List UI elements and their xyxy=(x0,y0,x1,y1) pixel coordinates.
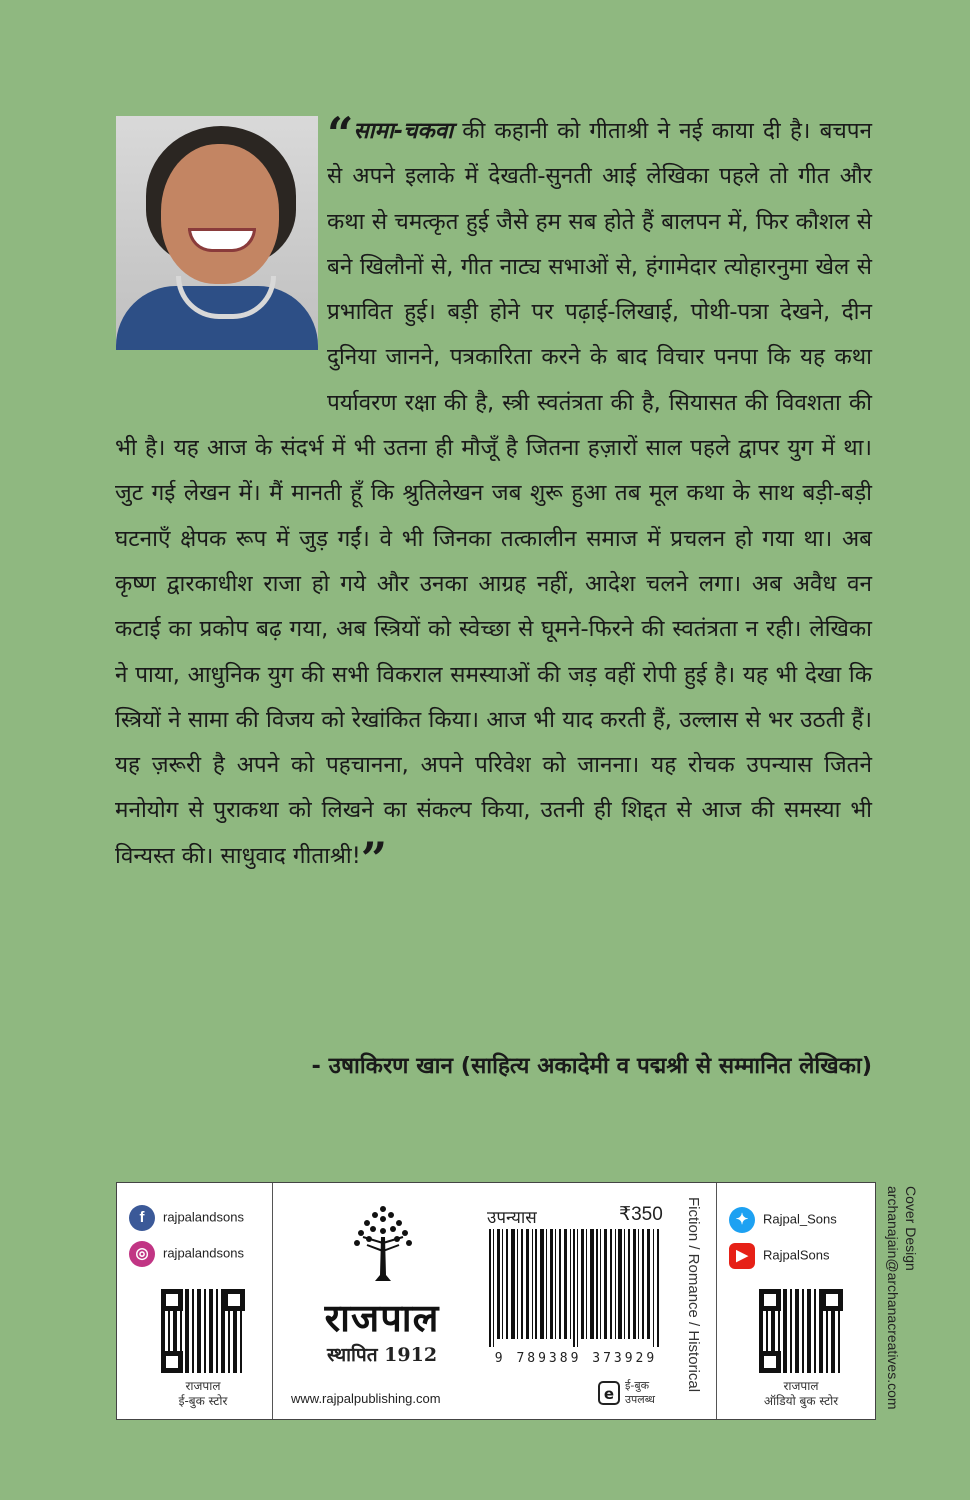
qr-right-caption: राजपाल ऑडियो बुक स्टोर xyxy=(763,1379,839,1408)
divider xyxy=(716,1183,717,1419)
facebook-link[interactable]: f rajpalandsons xyxy=(129,1205,244,1231)
blurb-body: की कहानी को गीताश्री ने नई काया दी है। बचपन से अपने इलाके में देखती-सुनती आई लेखिका पहले तो गीत और कथा से चमत्कृत हुई जैसे हम सब होते हैं बालपन में, फिर कौशल से बने खिलौनों से, गीत नाट्य सभाओं से, हंगामेदार त्योहारनुमा खेल से प्रभावित हुई। बड़ी होने पर पढ़ाई-लिखाई, पोथी-पत्रा देखने, दीन दुनिया जानने, पत्रकारिता करने के बाद विचार पनपा कि यह कथा पर्यावरण रक्षा की है, स्त्री स्वतंत्रता की है, सियासत की विवशता की भी है। यह आज के संदर्भ में भी उतना ही मौजूँ है जितना हज़ारों साल पहले द्वापर युग में था। जुट गई लेखन में। मैं मानती हूँ कि श्रुतिलेखन जब शुरू हुआ तब मूल कथा के साथ बड़ी-बड़ी घटनाएँ क्षेपक रूप में जुड़ गईं। वे भी जिनका तत्कालीन समाज में प्रचलन हो गया था। अब कृष्ण द्वारकाधीश राजा हो गये और उनका आग्रह नहीं, आदेश चलने लगा। अब अवैध वन कटाई का प्रकोप बढ़ गया, अब स्त्रियों को स्वेच्छा से घूमने-फिरने की स्वतंत्रता न रही। लेखिका ने पाया, आधुनिक युग की सभी विकराल समस्याओं की जड़ वहीं रोपी हुई है। यह भी देखा कि स्त्रियों ने सामा की विजय को रेखांकित किया। आज भी याद करती हैं, उल्लास से भर उठती हैं। यह ज़रूरी है अपने को पहचानना, अपने परिवेश को जानना। यह रोचक उपन्यास जितने मनोयोग से पुराकथा को लिखने का संकल्प किया, उतनी ही शिद्दत से आज की समस्या भी विन्यस्त की। साधुवाद गीताश्री! xyxy=(115,118,872,869)
instagram-icon: ◎ xyxy=(129,1241,155,1267)
twitter-link[interactable]: ✦ Rajpal_Sons xyxy=(729,1207,837,1233)
tree-logo-icon xyxy=(353,1203,413,1283)
divider xyxy=(272,1183,273,1419)
facebook-icon: f xyxy=(129,1205,155,1231)
qr-code-ebook-store[interactable] xyxy=(161,1289,245,1373)
cover-design-credit: Cover Design archanajain@archanacreatives.com xyxy=(885,1186,919,1410)
price: ₹350 xyxy=(619,1204,663,1225)
book-title: सामा-चकवा xyxy=(353,118,454,144)
isbn-number: 9 789389 373929 xyxy=(494,1351,658,1366)
instagram-link[interactable]: ◎ rajpalandsons xyxy=(129,1241,244,1267)
publisher-website[interactable]: www.rajpalpublishing.com xyxy=(291,1391,441,1406)
isbn-barcode xyxy=(487,1229,663,1347)
youtube-link[interactable]: ▶ RajpalSons xyxy=(729,1243,830,1269)
youtube-icon: ▶ xyxy=(729,1243,755,1269)
ebook-icon: e xyxy=(598,1381,620,1405)
publisher-name: राजपाल xyxy=(324,1296,440,1340)
categories: Fiction / Romance / Historical xyxy=(685,1197,702,1393)
ebook-note: ई-बुक उपलब्ध xyxy=(625,1379,655,1406)
blurb-text xyxy=(115,107,872,886)
close-quote-mark: ” xyxy=(360,831,388,886)
info-box xyxy=(116,1182,876,1420)
twitter-icon: ✦ xyxy=(729,1207,755,1233)
qr-left-caption: राजपाल ई-बुक स्टोर xyxy=(178,1379,228,1408)
attribution: - उषाकिरण खान (साहित्य अकादेमी व पद्मश्री से सम्मानित लेखिका) xyxy=(311,1053,872,1079)
publisher-established: स्थापित 1912 xyxy=(326,1344,438,1366)
open-quote-mark: “ xyxy=(327,107,354,161)
qr-code-audiobook-store[interactable] xyxy=(759,1289,843,1373)
genre-label: उपन्यास xyxy=(487,1208,537,1228)
